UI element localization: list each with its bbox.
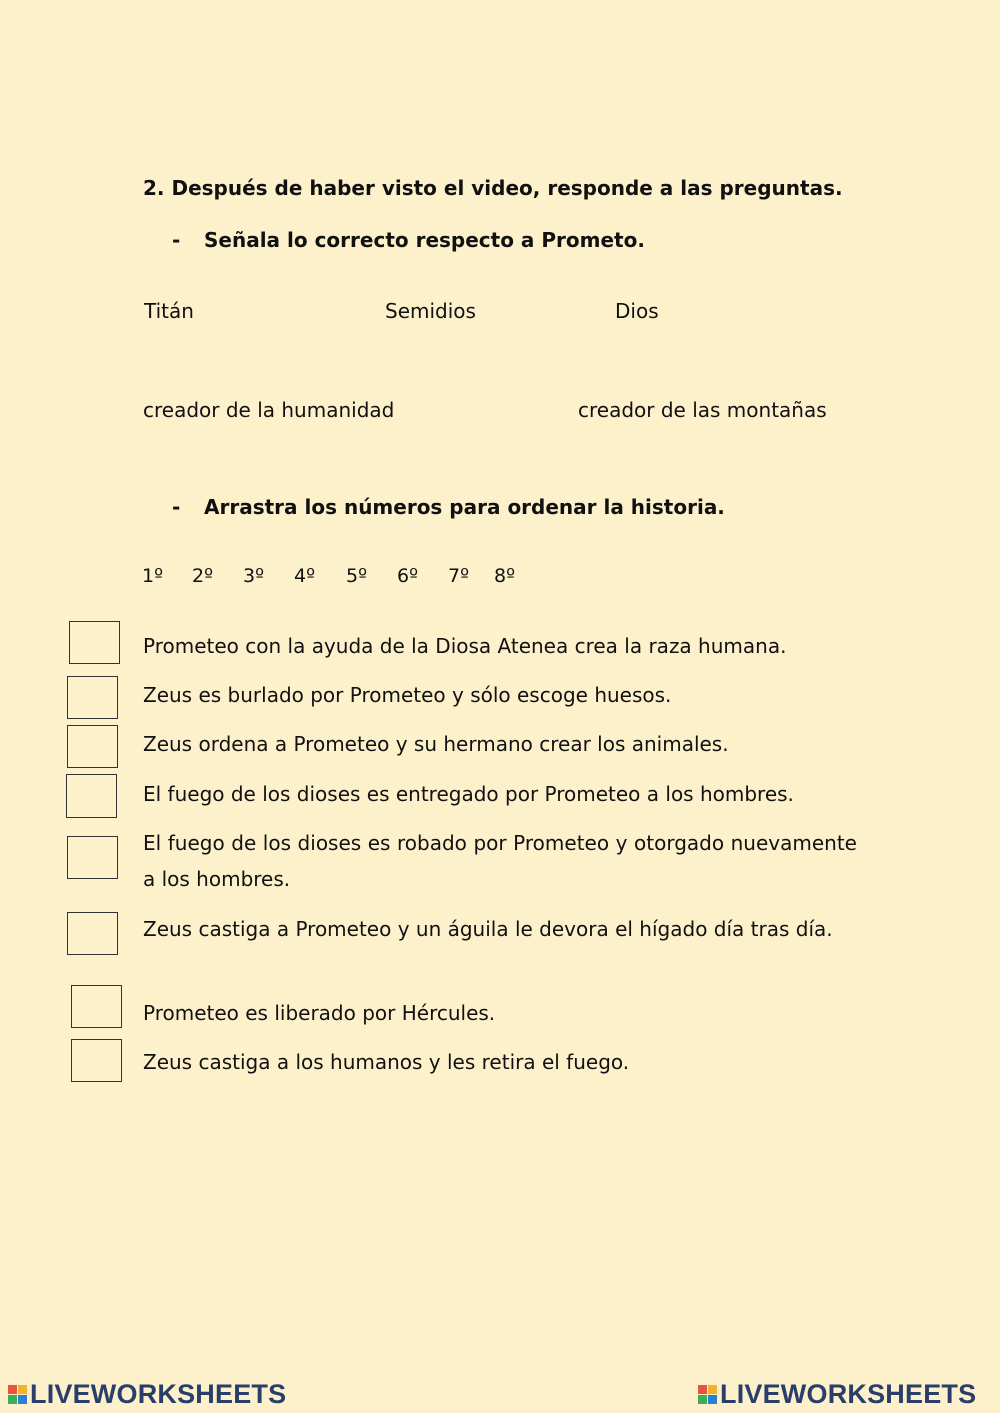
drop-box-5[interactable]: [67, 836, 118, 879]
drag-number-7[interactable]: 7º: [448, 565, 470, 587]
part2-dash: -: [172, 495, 181, 519]
story-item-6: Zeus castiga a Prometeo y un águila le devora el hígado día tras día.: [143, 917, 833, 941]
drag-number-2[interactable]: 2º: [192, 565, 214, 587]
liveworksheets-mark-icon: [8, 1385, 27, 1404]
drop-box-7[interactable]: [71, 985, 122, 1028]
story-item-5: El fuego de los dioses es robado por Prometeo y otorgado nuevamente a los hombres.: [143, 831, 857, 891]
liveworksheets-logo-left: [8, 1378, 286, 1410]
story-item-8: Zeus castiga a los humanos y les retira el fuego.: [143, 1050, 630, 1074]
option-creador-montanas[interactable]: creador de las montañas: [578, 398, 827, 422]
part1-dash: -: [172, 228, 181, 252]
drop-box-6[interactable]: [67, 912, 118, 955]
story-item-7: Prometeo es liberado por Hércules.: [143, 1001, 496, 1025]
part2-instruction: Arrastra los números para ordenar la historia.: [204, 495, 725, 519]
brand-right-text: LIVEWORKSHEETS: [720, 1378, 977, 1409]
drag-number-1[interactable]: 1º: [142, 565, 164, 587]
question-title: 2. Después de haber visto el video, responde a las preguntas.: [143, 176, 843, 200]
option-creador-humanidad[interactable]: creador de la humanidad: [143, 398, 395, 422]
part1-instruction: Señala lo correcto respecto a Prometo.: [204, 228, 645, 252]
drop-box-3[interactable]: [67, 725, 118, 768]
drag-number-5[interactable]: 5º: [346, 565, 368, 587]
liveworksheets-logo-right: [698, 1378, 976, 1410]
drop-box-8[interactable]: [71, 1039, 122, 1082]
option-titan[interactable]: Titán: [144, 299, 194, 323]
option-dios[interactable]: Dios: [615, 299, 659, 323]
drop-box-1[interactable]: [69, 621, 120, 664]
drag-number-6[interactable]: 6º: [397, 565, 419, 587]
story-item-2: Zeus es burlado por Prometeo y sólo escoge huesos.: [143, 683, 672, 707]
drop-box-4[interactable]: [66, 774, 117, 818]
drag-number-4[interactable]: 4º: [294, 565, 316, 587]
liveworksheets-mark-icon: [698, 1385, 717, 1404]
story-item-4: El fuego de los dioses es entregado por Prometeo a los hombres.: [143, 782, 794, 806]
story-item-1: Prometeo con la ayuda de la Diosa Atenea crea la raza humana.: [143, 634, 787, 658]
brand-left-text: LIVEWORKSHEETS: [30, 1378, 287, 1409]
story-item-3: Zeus ordena a Prometeo y su hermano crear los animales.: [143, 732, 729, 756]
drag-number-3[interactable]: 3º: [243, 565, 265, 587]
drop-box-2[interactable]: [67, 676, 118, 719]
option-semidios[interactable]: Semidios: [385, 299, 476, 323]
drag-number-8[interactable]: 8º: [494, 565, 516, 587]
